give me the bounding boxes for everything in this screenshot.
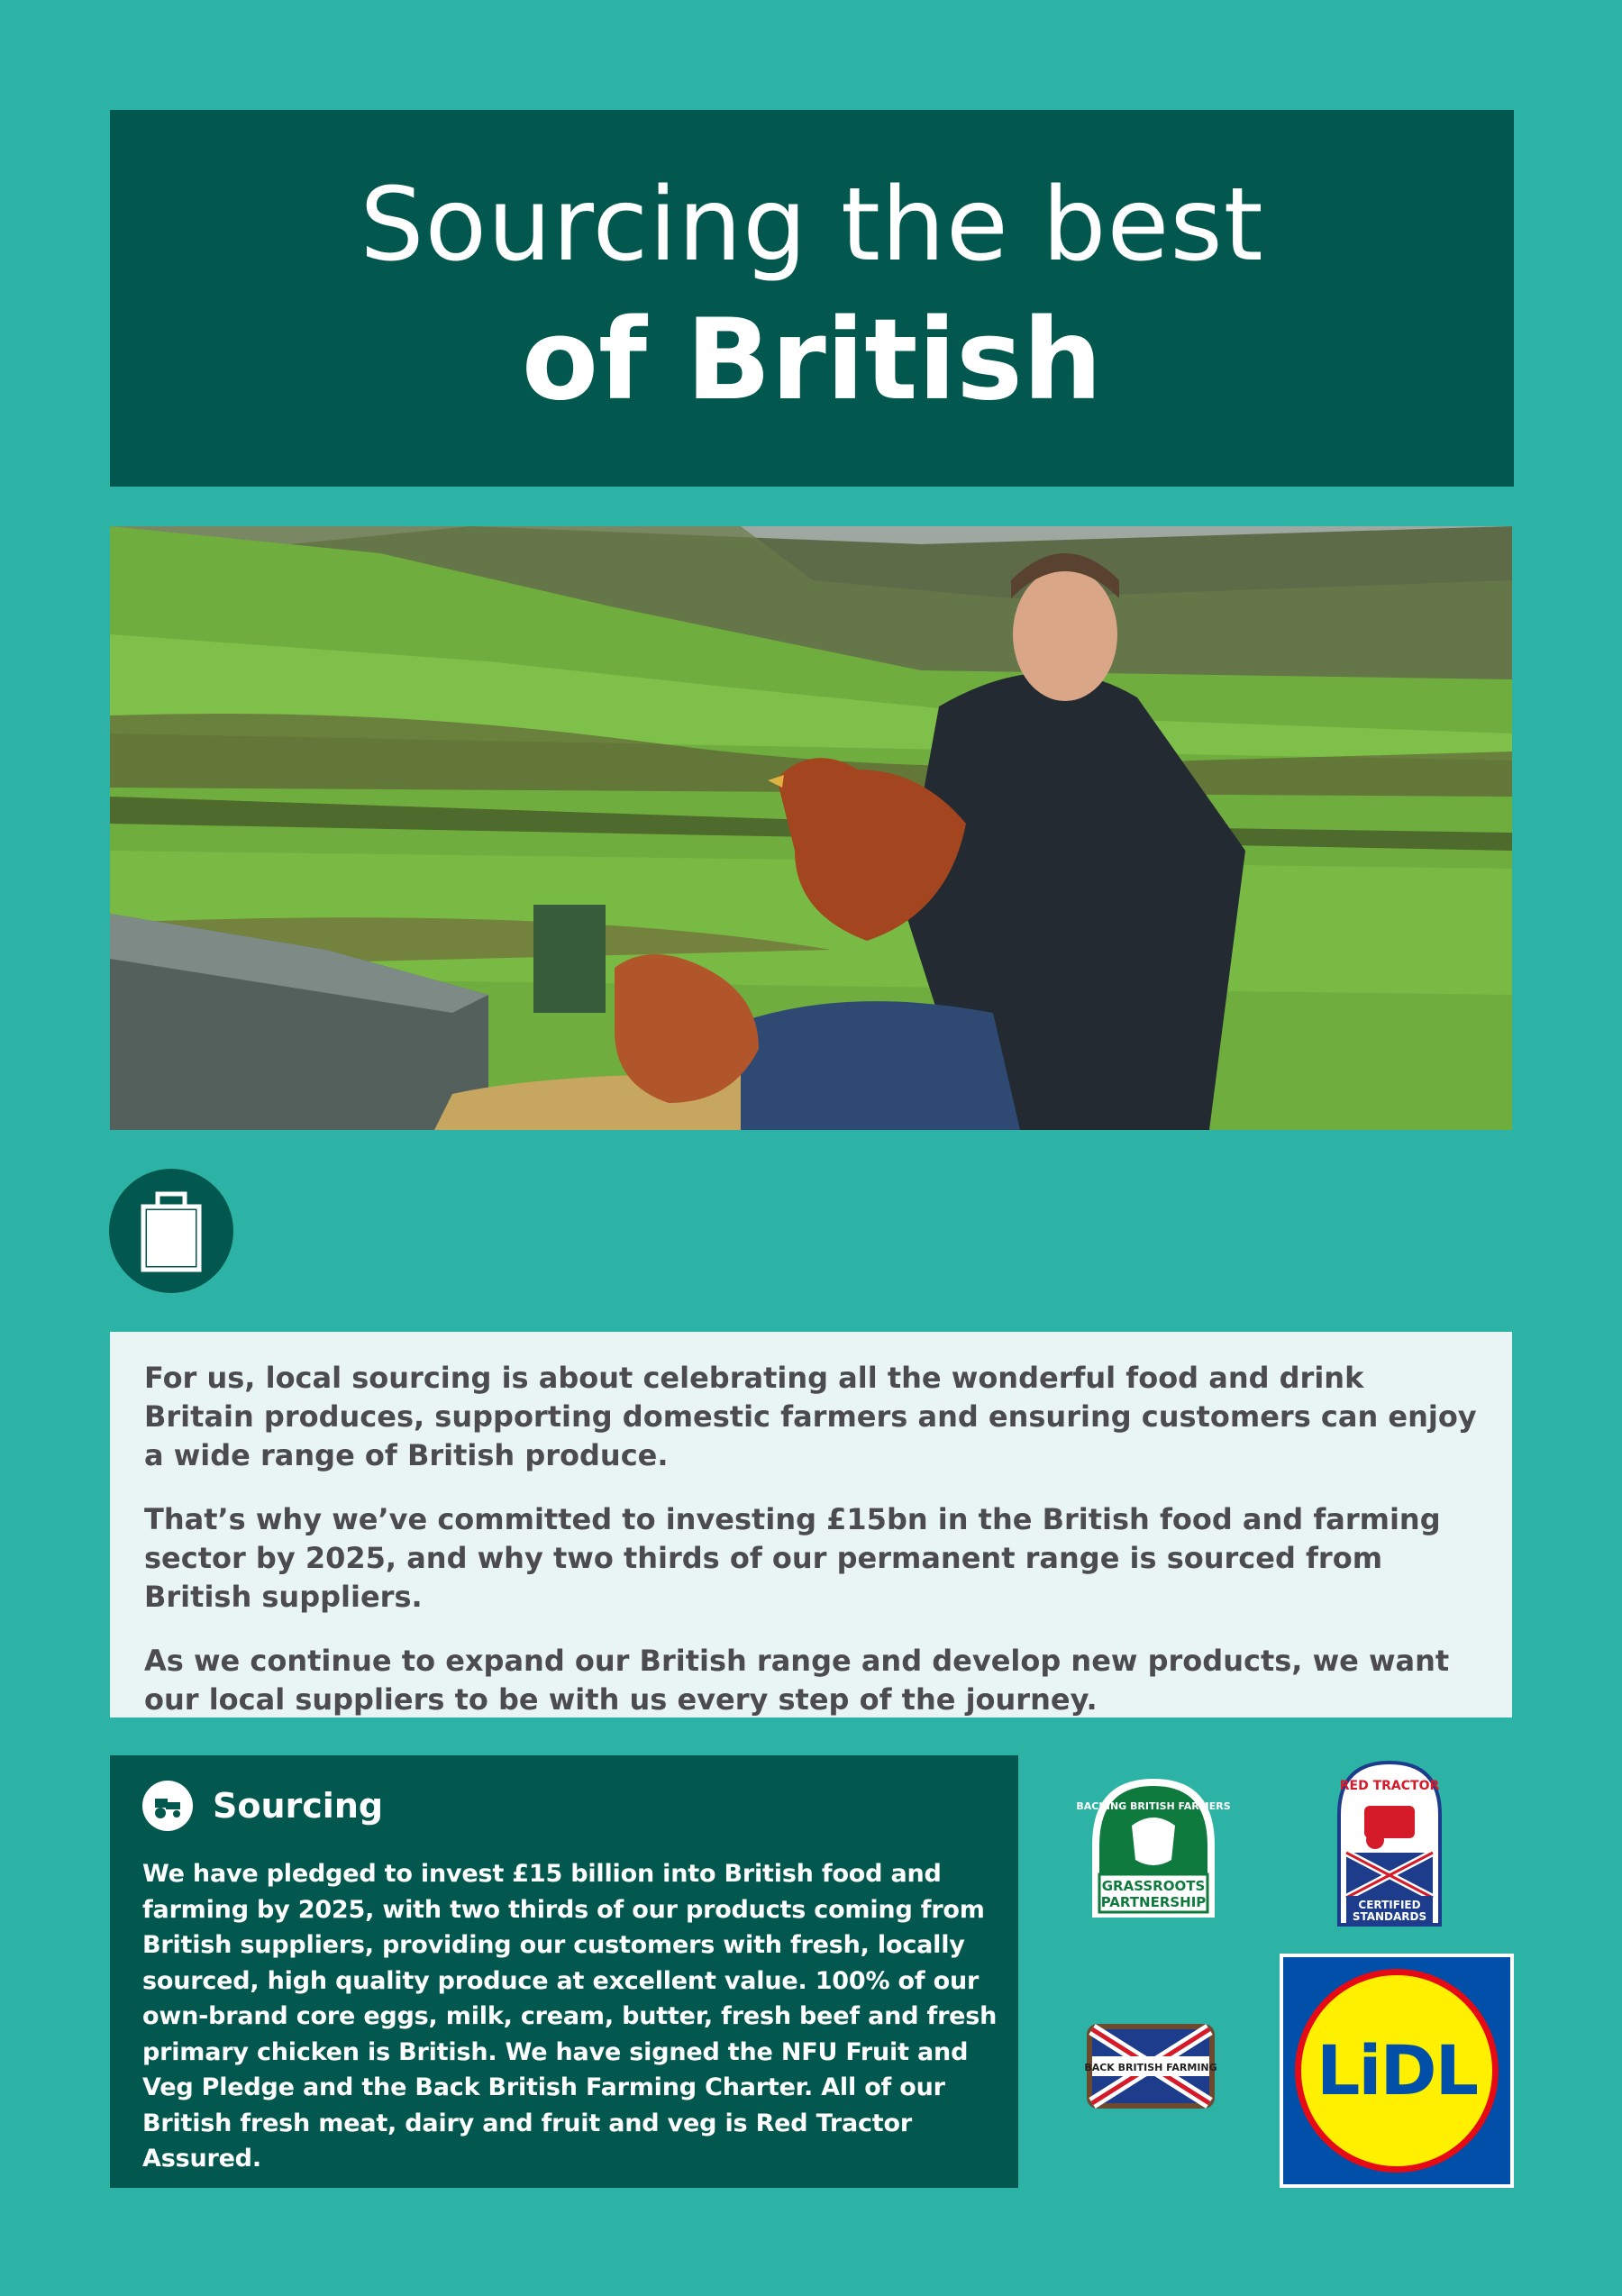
sourcing-body: We have pledged to invest £15 billion into British food and farming by 2025, with two thirds of our products coming from British suppliers, providing our customers with fresh, locally sourced, high quality produce at excellent value. 100% of our own-brand core eggs, milk, cream, butter, fresh beef and fresh primary chicken is British. We have signed the NFU Fruit and Veg Pledge and the Back British Farming Charter. All of our British fresh meat, dairy and fruit and veg is Red Tractor Assured. [142,1860,998,2173]
page-title-line1: Sourcing the best [360,167,1264,284]
rt-bottom-text-1: CERTIFIED [1358,1899,1421,1911]
lidl-wordmark: LiDL [1317,2030,1477,2110]
rt-bottom-text-2: STANDARDS [1352,1910,1427,1923]
page-title-line2: of British [521,296,1103,425]
bbf-top-text: BACKING BRITISH FARMERS [1076,1800,1231,1812]
bbf-bottom-text-1: GRASSROOTS [1101,1878,1206,1894]
intro-paragraph-1: For us, local sourcing is about celebrating all the wonderful food and drink Britain produces, supporting domestic farmers and ensuring customers can enjoy a wide range of British produce. [144,1361,1477,1472]
lidl-logo [1280,1954,1514,2188]
farmer-with-hens-photo [110,526,1512,1130]
intro-paragraph-3: As we continue to expand our British range and develop new products, we want our local suppliers to be with us every step of the journey. [144,1644,1450,1717]
title-banner [110,110,1514,487]
sourcing-panel [110,1755,1018,2188]
back-british-farming-badge [1081,2017,1220,2116]
red-tractor-logo [1334,1759,1445,1928]
shopping-bag-icon [109,1169,233,1293]
photo-illustration [110,526,1512,1130]
bbf-bottom-text-2: PARTNERSHIP [1100,1894,1207,1910]
tractor-icon [142,1781,193,1831]
intro-text-box [110,1332,1512,1717]
flag-badge-text: BACK BRITISH FARMING [1084,2062,1217,2073]
rt-top-text: RED TRACTOR [1339,1779,1440,1793]
sourcing-heading: Sourcing [213,1786,384,1826]
intro-paragraph-2: That’s why we’ve committed to investing £15bn in the British food and farming sector by 2025, and why two thirds of our permanent range is sourced from British suppliers. [144,1502,1441,1614]
backing-british-farmers-logo [1076,1773,1231,1921]
